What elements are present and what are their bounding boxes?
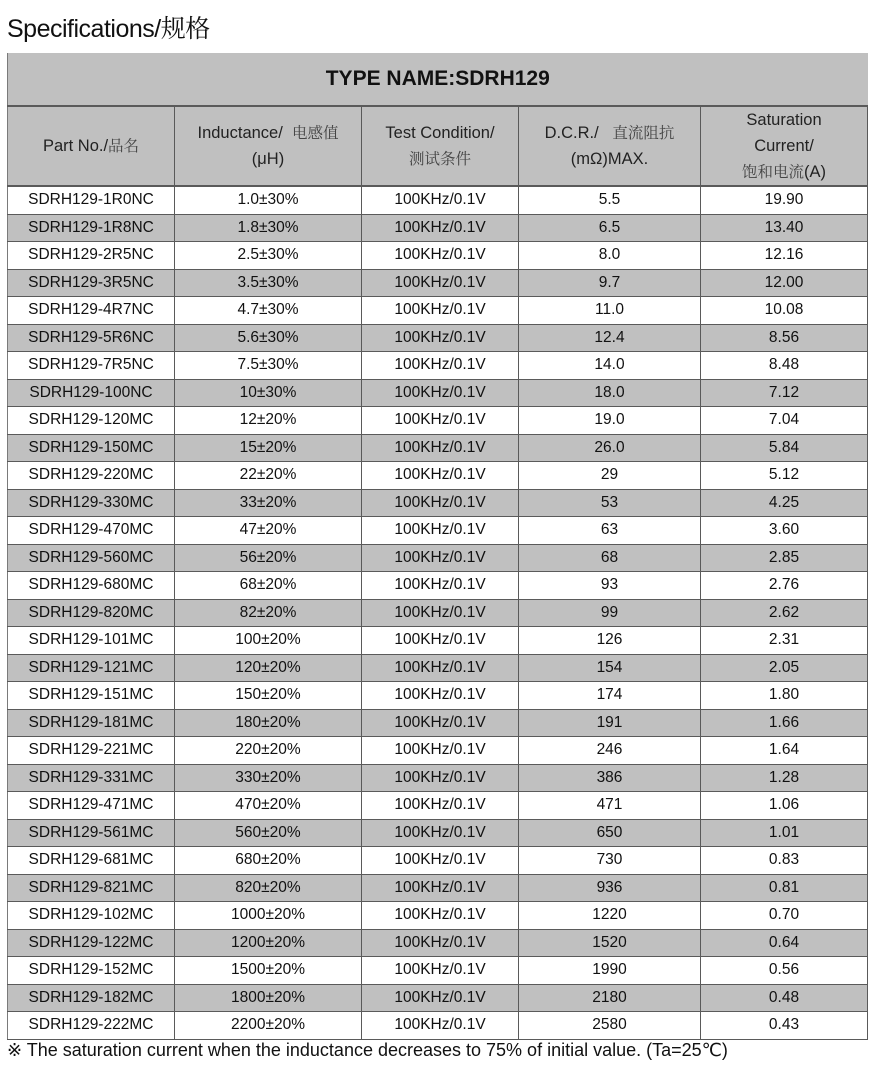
cell-saturation-current: 1.64 [701,737,868,765]
cell-saturation-current: 0.56 [701,957,868,985]
cell-saturation-current: 8.56 [701,324,868,352]
cell-saturation-current: 2.31 [701,627,868,655]
cell-saturation-current: 8.48 [701,352,868,380]
table-row [8,627,868,655]
cell-dcr: 650 [519,819,701,847]
cell-inductance: 68±20% [175,572,362,600]
cell-inductance: 1800±20% [175,984,362,1012]
column-header-row [8,106,868,186]
cell-part-no: SDRH129-100NC [8,379,175,407]
cell-part-no: SDRH129-182MC [8,984,175,1012]
cell-saturation-current: 5.12 [701,462,868,490]
cell-part-no: SDRH129-151MC [8,682,175,710]
cell-inductance: 12±20% [175,407,362,435]
cell-dcr: 26.0 [519,434,701,462]
table-row [8,902,868,930]
cell-saturation-current: 0.81 [701,874,868,902]
cell-test-condition: 100KHz/0.1V [362,352,519,380]
cell-part-no: SDRH129-470MC [8,517,175,545]
cell-dcr: 5.5 [519,186,701,214]
cell-test-condition: 100KHz/0.1V [362,819,519,847]
cell-part-no: SDRH129-121MC [8,654,175,682]
cell-saturation-current: 7.12 [701,379,868,407]
cell-test-condition: 100KHz/0.1V [362,764,519,792]
table-row [8,792,868,820]
cell-inductance: 56±20% [175,544,362,572]
cell-test-condition: 100KHz/0.1V [362,544,519,572]
cell-part-no: SDRH129-820MC [8,599,175,627]
cell-test-condition: 100KHz/0.1V [362,1012,519,1040]
table-row [8,462,868,490]
type-name-row [8,53,868,106]
table-row [8,984,868,1012]
header-dcr-en: D.C.R./ [544,124,599,142]
cell-test-condition: 100KHz/0.1V [362,517,519,545]
cell-test-condition: 100KHz/0.1V [362,737,519,765]
cell-part-no: SDRH129-122MC [8,929,175,957]
cell-dcr: 386 [519,764,701,792]
cell-dcr: 1520 [519,929,701,957]
cell-part-no: SDRH129-2R5NC [8,242,175,270]
cell-inductance: 82±20% [175,599,362,627]
type-name: TYPE NAME:SDRH129 [8,53,868,106]
cell-saturation-current: 2.76 [701,572,868,600]
cell-inductance: 820±20% [175,874,362,902]
cell-inductance: 470±20% [175,792,362,820]
table-row [8,517,868,545]
header-test-condition-cn: 测试条件 [408,150,471,168]
table-row [8,654,868,682]
cell-test-condition: 100KHz/0.1V [362,462,519,490]
cell-dcr: 19.0 [519,407,701,435]
cell-dcr: 29 [519,462,701,490]
cell-dcr: 191 [519,709,701,737]
header-saturation-cn: 饱和电流 [742,163,805,181]
cell-part-no: SDRH129-7R5NC [8,352,175,380]
cell-saturation-current: 1.66 [701,709,868,737]
cell-test-condition: 100KHz/0.1V [362,654,519,682]
header-dcr [519,106,701,186]
specifications-table [7,53,868,1040]
cell-test-condition: 100KHz/0.1V [362,874,519,902]
table-row [8,269,868,297]
cell-dcr: 126 [519,627,701,655]
cell-test-condition: 100KHz/0.1V [362,242,519,270]
cell-dcr: 1990 [519,957,701,985]
cell-part-no: SDRH129-680MC [8,572,175,600]
cell-part-no: SDRH129-220MC [8,462,175,490]
table-row [8,764,868,792]
table-row [8,737,868,765]
header-part-no [8,106,175,186]
table-row [8,352,868,380]
cell-dcr: 174 [519,682,701,710]
table-row [8,489,868,517]
cell-part-no: SDRH129-222MC [8,1012,175,1040]
cell-test-condition: 100KHz/0.1V [362,682,519,710]
table-row [8,242,868,270]
header-dcr-unit: (mΩ)MAX. [570,150,649,168]
cell-inductance: 3.5±30% [175,269,362,297]
cell-test-condition: 100KHz/0.1V [362,489,519,517]
header-saturation-unit: (A) [804,163,827,181]
cell-inductance: 7.5±30% [175,352,362,380]
cell-part-no: SDRH129-4R7NC [8,297,175,325]
cell-inductance: 680±20% [175,847,362,875]
cell-part-no: SDRH129-1R8NC [8,214,175,242]
cell-part-no: SDRH129-150MC [8,434,175,462]
cell-saturation-current: 10.08 [701,297,868,325]
header-current-en: Current/ [754,137,814,155]
cell-dcr: 2180 [519,984,701,1012]
cell-dcr: 18.0 [519,379,701,407]
table-row [8,819,868,847]
cell-inductance: 560±20% [175,819,362,847]
cell-saturation-current: 2.62 [701,599,868,627]
cell-dcr: 471 [519,792,701,820]
table-row [8,379,868,407]
cell-dcr: 12.4 [519,324,701,352]
cell-part-no: SDRH129-330MC [8,489,175,517]
cell-part-no: SDRH129-3R5NC [8,269,175,297]
cell-inductance: 15±20% [175,434,362,462]
cell-inductance: 4.7±30% [175,297,362,325]
header-inductance [175,106,362,186]
cell-dcr: 936 [519,874,701,902]
header-test-condition [362,106,519,186]
header-part-no-cn: 品名 [108,137,140,155]
cell-test-condition: 100KHz/0.1V [362,902,519,930]
header-inductance-unit: (μH) [251,150,285,168]
header-saturation-current [701,106,868,186]
cell-part-no: SDRH129-221MC [8,737,175,765]
table-row [8,434,868,462]
cell-saturation-current: 0.70 [701,902,868,930]
cell-test-condition: 100KHz/0.1V [362,957,519,985]
header-dcr-cn: 直流阻抗 [612,124,675,142]
cell-part-no: SDRH129-181MC [8,709,175,737]
cell-saturation-current: 0.48 [701,984,868,1012]
cell-test-condition: 100KHz/0.1V [362,379,519,407]
cell-dcr: 154 [519,654,701,682]
cell-saturation-current: 1.28 [701,764,868,792]
cell-saturation-current: 0.64 [701,929,868,957]
cell-saturation-current: 0.83 [701,847,868,875]
table-row [8,214,868,242]
header-part-no-en: Part No./ [42,137,109,155]
cell-test-condition: 100KHz/0.1V [362,792,519,820]
table-row [8,709,868,737]
cell-dcr: 14.0 [519,352,701,380]
cell-test-condition: 100KHz/0.1V [362,847,519,875]
cell-inductance: 10±30% [175,379,362,407]
cell-inductance: 100±20% [175,627,362,655]
cell-test-condition: 100KHz/0.1V [362,269,519,297]
cell-part-no: SDRH129-331MC [8,764,175,792]
cell-dcr: 2580 [519,1012,701,1040]
table-row [8,186,868,214]
header-inductance-cn: 电感值 [291,124,339,142]
cell-test-condition: 100KHz/0.1V [362,186,519,214]
table-row [8,324,868,352]
cell-inductance: 1200±20% [175,929,362,957]
cell-inductance: 1500±20% [175,957,362,985]
cell-inductance: 1000±20% [175,902,362,930]
cell-test-condition: 100KHz/0.1V [362,984,519,1012]
table-row [8,847,868,875]
cell-part-no: SDRH129-681MC [8,847,175,875]
cell-saturation-current: 0.43 [701,1012,868,1040]
cell-part-no: SDRH129-101MC [8,627,175,655]
cell-test-condition: 100KHz/0.1V [362,709,519,737]
cell-inductance: 150±20% [175,682,362,710]
cell-test-condition: 100KHz/0.1V [362,627,519,655]
cell-saturation-current: 1.06 [701,792,868,820]
cell-saturation-current: 12.16 [701,242,868,270]
cell-dcr: 1220 [519,902,701,930]
page-title: Specifications/规格 [7,15,210,43]
table-row [8,544,868,572]
table-row [8,572,868,600]
cell-test-condition: 100KHz/0.1V [362,214,519,242]
header-saturation-en: Saturation [746,111,822,129]
cell-test-condition: 100KHz/0.1V [362,324,519,352]
cell-inductance: 1.0±30% [175,186,362,214]
cell-saturation-current: 19.90 [701,186,868,214]
cell-saturation-current: 1.01 [701,819,868,847]
cell-inductance: 1.8±30% [175,214,362,242]
cell-inductance: 180±20% [175,709,362,737]
cell-dcr: 93 [519,572,701,600]
cell-saturation-current: 13.40 [701,214,868,242]
cell-dcr: 68 [519,544,701,572]
cell-part-no: SDRH129-560MC [8,544,175,572]
cell-test-condition: 100KHz/0.1V [362,599,519,627]
cell-inductance: 33±20% [175,489,362,517]
cell-saturation-current: 4.25 [701,489,868,517]
cell-dcr: 53 [519,489,701,517]
cell-part-no: SDRH129-152MC [8,957,175,985]
cell-test-condition: 100KHz/0.1V [362,407,519,435]
table-row [8,929,868,957]
cell-dcr: 9.7 [519,269,701,297]
cell-test-condition: 100KHz/0.1V [362,297,519,325]
cell-test-condition: 100KHz/0.1V [362,434,519,462]
table-row [8,407,868,435]
table-row [8,957,868,985]
cell-part-no: SDRH129-102MC [8,902,175,930]
cell-inductance: 330±20% [175,764,362,792]
table-row [8,874,868,902]
cell-part-no: SDRH129-5R6NC [8,324,175,352]
cell-part-no: SDRH129-120MC [8,407,175,435]
cell-dcr: 246 [519,737,701,765]
cell-dcr: 63 [519,517,701,545]
cell-saturation-current: 12.00 [701,269,868,297]
cell-test-condition: 100KHz/0.1V [362,929,519,957]
cell-saturation-current: 2.85 [701,544,868,572]
cell-test-condition: 100KHz/0.1V [362,572,519,600]
cell-inductance: 2200±20% [175,1012,362,1040]
cell-dcr: 11.0 [519,297,701,325]
cell-inductance: 5.6±30% [175,324,362,352]
cell-part-no: SDRH129-471MC [8,792,175,820]
cell-part-no: SDRH129-561MC [8,819,175,847]
table-row [8,1012,868,1040]
table-row [8,599,868,627]
cell-saturation-current: 1.80 [701,682,868,710]
header-inductance-en: Inductance/ [197,124,283,142]
cell-inductance: 47±20% [175,517,362,545]
cell-inductance: 22±20% [175,462,362,490]
cell-part-no: SDRH129-1R0NC [8,186,175,214]
cell-dcr: 6.5 [519,214,701,242]
cell-dcr: 730 [519,847,701,875]
cell-saturation-current: 5.84 [701,434,868,462]
table-row [8,297,868,325]
cell-saturation-current: 2.05 [701,654,868,682]
cell-dcr: 99 [519,599,701,627]
cell-inductance: 120±20% [175,654,362,682]
table-row [8,682,868,710]
cell-inductance: 220±20% [175,737,362,765]
footnote: ※ The saturation current when the inductance decreases to 75% of initial value. (Ta=25℃) [7,1040,728,1060]
cell-inductance: 2.5±30% [175,242,362,270]
specifications-body [8,186,868,1039]
cell-part-no: SDRH129-821MC [8,874,175,902]
cell-saturation-current: 3.60 [701,517,868,545]
header-test-condition-en: Test Condition/ [385,124,495,142]
cell-saturation-current: 7.04 [701,407,868,435]
cell-dcr: 8.0 [519,242,701,270]
